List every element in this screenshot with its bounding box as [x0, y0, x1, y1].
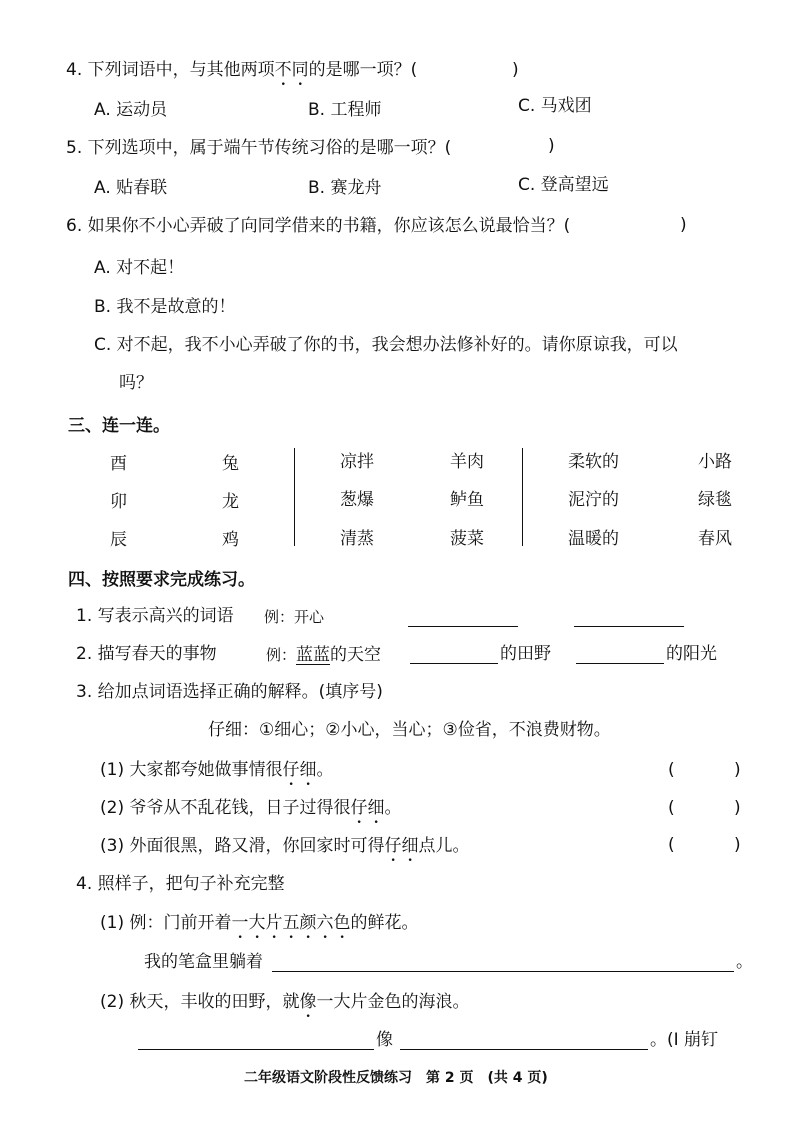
item2-label: 2. 描写春天的事物	[76, 644, 217, 664]
item3-sentence-2: (2) 爷爷从不乱花钱，日子过得很仔细。	[100, 798, 402, 818]
match-g3-right-3: 春风	[698, 529, 732, 549]
item2-field-blank[interactable]	[410, 662, 498, 664]
q4-close-paren: )	[512, 60, 519, 80]
item3-sentence-1: (1) 大家都夸她做事情很仔细。	[100, 760, 334, 780]
q5-option-c: C. 登高望远	[518, 175, 609, 195]
item3-s3-close-paren: )	[734, 835, 741, 855]
match-divider-1	[294, 448, 295, 546]
item3-sentence-3: (3) 外面很黑，路又滑，你回家时可得仔细点儿。	[100, 836, 470, 856]
q5-stem: 5. 下列选项中，属于端午节传统习俗的是哪一项？(	[66, 138, 452, 158]
item2-sun-label: 的阳光	[666, 644, 717, 664]
item3-definition: 仔细：①细心；②小心，当心；③俭省，不浪费财物。	[208, 720, 611, 740]
item3-s2-close-paren: )	[734, 798, 741, 818]
match-divider-2	[522, 448, 523, 546]
item2-field-label: 的田野	[500, 644, 551, 664]
match-g2-left-1: 凉拌	[340, 452, 374, 472]
q6-option-b: B. 我不是故意的！	[94, 297, 236, 317]
q6-option-a: A. 对不起！	[94, 258, 185, 278]
item4-line1-end: 。	[736, 952, 753, 972]
section3-title: 三、连一连。	[68, 416, 170, 436]
item2-sun-blank[interactable]	[576, 662, 664, 664]
item4-line1-blank[interactable]	[272, 970, 734, 972]
match-g1-right-3: 鸡	[222, 530, 239, 550]
q4-option-c: C. 马戏团	[518, 96, 592, 116]
item3-s2-open-paren: (	[668, 798, 675, 818]
q5-option-a: A. 贴春联	[94, 178, 168, 198]
q6-option-c-line2: 吗？	[119, 373, 153, 393]
q6-stem: 6. 如果你不小心弄破了向同学借来的书籍，你应该怎么说最恰当？(	[66, 216, 571, 236]
q4-option-a: A. 运动员	[94, 100, 168, 120]
match-g2-left-2: 葱爆	[340, 490, 374, 510]
match-g1-left-1: 酉	[110, 454, 127, 474]
item1-answer-blank-2[interactable]	[574, 625, 684, 627]
match-g3-left-3: 温暖的	[568, 529, 619, 549]
item4-label: 4. 照样子，把句子补充完整	[76, 874, 285, 894]
item4-example-1: (1) 例：门前开着一大片五颜六色的鲜花。	[100, 913, 419, 933]
item1-example: 例：开心	[264, 608, 325, 626]
match-g3-left-2: 泥泞的	[568, 490, 619, 510]
item2-example: 例：蓝蓝的天空	[266, 645, 382, 665]
match-g3-left-1: 柔软的	[568, 452, 619, 472]
q4-stem: 4. 下列词语中，与其他两项不同的是哪一项？(	[66, 60, 418, 80]
match-g2-right-1: 羊肉	[450, 452, 484, 472]
match-g2-right-3: 菠菜	[450, 529, 484, 549]
item3-s1-open-paren: (	[668, 760, 675, 780]
q4-option-b: B. 工程师	[308, 100, 382, 120]
item4-line2-mid: 像	[376, 1030, 393, 1050]
item1-answer-blank-1[interactable]	[408, 625, 518, 627]
section4-title: 四、按照要求完成练习。	[68, 570, 255, 590]
match-g1-right-2: 龙	[222, 492, 239, 512]
q6-close-paren: )	[680, 215, 687, 235]
match-g1-left-3: 辰	[110, 530, 127, 550]
item4-line1-prompt: 我的笔盒里躺着	[144, 952, 263, 972]
match-g2-left-3: 清蒸	[340, 529, 374, 549]
match-g1-right-1: 兔	[222, 454, 239, 474]
q5-close-paren: )	[548, 136, 555, 156]
item3-s3-open-paren: (	[668, 835, 675, 855]
match-g3-right-2: 绿毯	[698, 490, 732, 510]
item3-s1-close-paren: )	[734, 760, 741, 780]
item3-label: 3. 给加点词语选择正确的解释。(填序号)	[76, 682, 383, 702]
page-footer: 二年级语文阶段性反馈练习 第 2 页 (共 4 页)	[244, 1070, 548, 1086]
item4-example-2: (2) 秋天，丰收的田野，就像一大片金色的海浪。	[100, 992, 470, 1012]
match-g1-left-2: 卯	[110, 492, 127, 512]
item1-label: 1. 写表示高兴的词语	[76, 606, 234, 626]
match-g2-right-2: 鲈鱼	[450, 490, 484, 510]
q5-option-b: B. 赛龙舟	[308, 178, 382, 198]
match-g3-right-1: 小路	[698, 452, 732, 472]
item4-line2-end: 。(I 崩钉	[650, 1030, 719, 1050]
item4-line2-blank-1[interactable]	[138, 1048, 374, 1050]
q6-option-c-line1: C. 对不起，我不小心弄破了你的书，我会想办法修补好的。请你原谅我，可以	[94, 335, 678, 355]
item4-line2-blank-2[interactable]	[400, 1048, 648, 1050]
